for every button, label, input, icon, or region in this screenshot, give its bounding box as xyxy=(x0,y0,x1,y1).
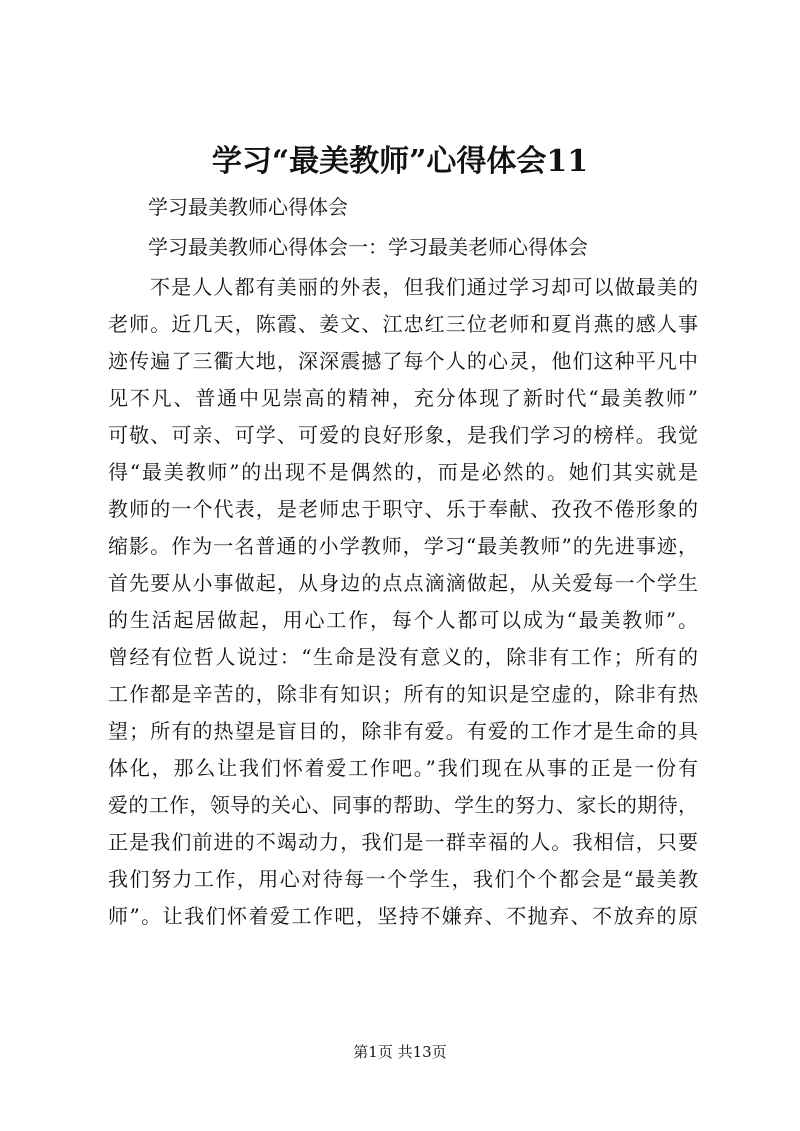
body-paragraph xyxy=(108,269,698,935)
body-line: 见不凡、普通中见崇高的精神，充分体现了新时代“最美教师” xyxy=(108,386,698,410)
body-line: 体化，那么让我们怀着爱工作吧。”我们现在从事的正是一份有 xyxy=(108,756,698,780)
body-line: 曾经有位哲人说过：“生命是没有意义的，除非有工作；所有的 xyxy=(108,645,698,669)
body-line: 迹传遍了三衢大地，深深震撼了每个人的心灵，他们这种平凡中 xyxy=(108,349,698,373)
body-line: 首先要从小事做起，从身边的点点滴滴做起，从关爱每一个学生 xyxy=(108,571,698,595)
body-line: 得“最美教师”的出现不是偶然的，而是必然的。她们其实就是 xyxy=(108,460,698,484)
page-number-footer: 第1页 共13页 xyxy=(353,1043,447,1061)
document-title: 学习“最美教师”心得体会11 xyxy=(211,144,589,179)
body-line: 教师的一个代表，是老师忠于职守、乐于奉献、孜孜不倦形象的 xyxy=(108,497,698,521)
body-line: 正是我们前进的不竭动力，我们是一群幸福的人。我相信，只要 xyxy=(108,830,698,854)
body-line: 可敬、可亲、可学、可爱的良好形象，是我们学习的榜样。我觉 xyxy=(108,423,698,447)
body-line: 老师。近几天，陈霞、姜文、江忠红三位老师和夏肖燕的感人事 xyxy=(108,312,698,336)
body-line: 师”。让我们怀着爱工作吧，坚持不嫌弃、不抛弃、不放弃的原 xyxy=(108,904,698,928)
body-line: 望；所有的热望是盲目的，除非有爱。有爱的工作才是生命的具 xyxy=(108,719,698,743)
subheading-1: 学习最美教师心得体会 xyxy=(148,195,348,219)
body-line: 工作都是辛苦的，除非有知识；所有的知识是空虚的，除非有热 xyxy=(108,682,698,706)
body-line: 缩影。作为一名普通的小学教师，学习“最美教师”的先进事迹， xyxy=(108,534,698,558)
subheading-2: 学习最美教师心得体会一：学习最美老师心得体会 xyxy=(148,235,588,259)
body-line: 不是人人都有美丽的外表，但我们通过学习却可以做最美的 xyxy=(150,275,698,299)
body-line: 的生活起居做起，用心工作，每个人都可以成为“最美教师”。 xyxy=(108,608,698,632)
body-line: 爱的工作，领导的关心、同事的帮助、学生的努力、家长的期待， xyxy=(108,793,698,817)
body-line: 我们努力工作，用心对待每一个学生，我们个个都会是“最美教 xyxy=(108,867,698,891)
